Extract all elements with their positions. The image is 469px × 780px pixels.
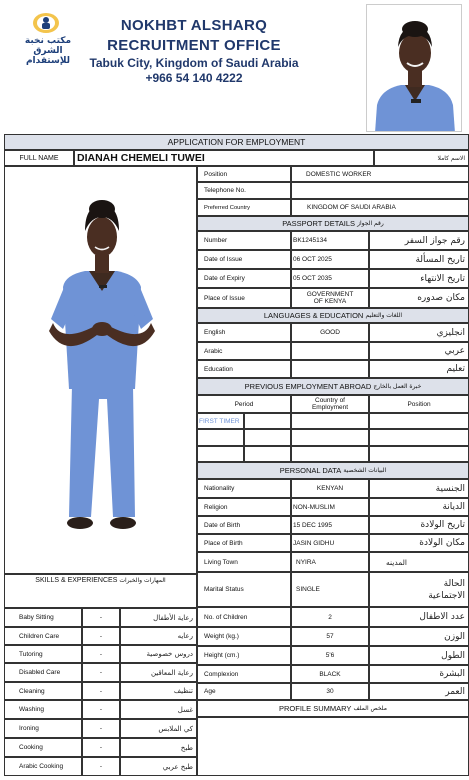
living-town-label: Living Town	[197, 552, 291, 572]
skill-children-care-label: Children Care	[4, 627, 82, 645]
children-label: No. of Children	[197, 607, 291, 627]
skill-arabic-cooking-label: Arabic Cooking	[4, 757, 82, 776]
weight-value: 57	[291, 627, 369, 646]
form-title: APPLICATION FOR EMPLOYMENT	[4, 134, 469, 150]
office-logo	[10, 12, 86, 66]
skill-tutoring-label: Tutoring	[4, 645, 82, 663]
age-value: 30	[291, 683, 369, 700]
employment-cell	[244, 413, 291, 429]
marital-status-value: SINGLE	[291, 572, 369, 607]
period-column-header: Period	[197, 395, 291, 413]
skill-ironing-value: -	[82, 719, 120, 738]
height-label: Height (cm.)	[197, 646, 291, 665]
nationality-value: KENYAN	[291, 479, 369, 498]
skill-tutoring-value: -	[82, 645, 120, 663]
skill-cooking-arabic: طبخ	[120, 738, 197, 757]
skill-disabled-care-value: -	[82, 663, 120, 682]
height-arabic: الطول	[369, 646, 469, 665]
employment-cell	[244, 429, 291, 446]
applicant-full-body-photo	[4, 166, 197, 574]
dob-value: 15 DEC 1995	[291, 516, 369, 534]
dob-arabic: تاريخ الولادة	[369, 516, 469, 534]
place-of-birth-value: JASIN GIDHU	[291, 534, 369, 552]
arabic-arabic: عربي	[369, 342, 469, 360]
preferred-country-label: Preferred Country	[197, 199, 291, 216]
passport-number-arabic: رقم جواز السفر	[369, 231, 469, 250]
office-name: NOKHBT ALSHARQ	[120, 17, 268, 34]
dob-label: Date of Birth	[197, 516, 291, 534]
skill-ironing-label: Ironing	[4, 719, 82, 738]
age-label: Age	[197, 683, 291, 700]
place-of-birth-arabic: مكان الولادة	[369, 534, 469, 552]
passport-section-title: PASSPORT DETAILS رقم الجواز	[197, 216, 469, 231]
languages-section-title: LANGUAGES & EDUCATION اللغات والتعليم	[197, 308, 469, 323]
marital-status-label: Marital Status	[197, 572, 291, 607]
employment-cell	[197, 429, 244, 446]
telephone-label: Telephone No.	[197, 182, 291, 199]
employment-cell	[369, 429, 469, 446]
skill-children-care-arabic: رعايه	[120, 627, 197, 645]
children-arabic: عدد الاطفال	[369, 607, 469, 627]
place-of-issue-arabic: مكان صدوره	[369, 288, 469, 308]
weight-arabic: الوزن	[369, 627, 469, 646]
religion-label: Religion	[197, 498, 291, 516]
skill-cleaning-label: Cleaning	[4, 682, 82, 700]
religion-arabic: الديانة	[369, 498, 469, 516]
place-of-issue-label: Place of Issue	[197, 288, 291, 308]
expiry-date-arabic: تاريخ الانتهاء	[369, 269, 469, 288]
children-value: 2	[291, 607, 369, 627]
complexion-label: Complexion	[197, 665, 291, 683]
living-town-value: NYIRA	[291, 552, 369, 572]
skill-children-care-value: -	[82, 627, 120, 645]
english-arabic: انجليزي	[369, 323, 469, 342]
skill-disabled-care-arabic: رعاية المعاقين	[120, 663, 197, 682]
issue-date-value: 06 OCT 2025	[291, 250, 369, 269]
passport-number-value: BK1245134	[291, 231, 369, 250]
logo-emblem-icon	[32, 12, 60, 34]
employment-cell	[291, 446, 369, 462]
telephone-value	[291, 182, 469, 199]
first-timer-note: FIRST TIMER	[197, 413, 244, 429]
living-town-arabic: المدينه	[369, 552, 469, 572]
passport-number-label: Number	[197, 231, 291, 250]
education-label: Education	[197, 360, 291, 378]
office-location: Tabuk City, Kingdom of Saudi Arabia	[89, 56, 299, 70]
english-value: GOOD	[291, 323, 369, 342]
applicant-portrait-photo	[366, 4, 462, 132]
skill-cooking-label: Cooking	[4, 738, 82, 757]
height-value: 5'6	[291, 646, 369, 665]
logo-text: مكتب نخبة الشرق للإستقدام	[24, 36, 72, 66]
employment-cell	[291, 429, 369, 446]
english-label: English	[197, 323, 291, 342]
country-column-header: Country of Employment	[291, 395, 369, 413]
employment-cell	[369, 446, 469, 462]
skill-baby-sitting-label: Baby Sitting	[4, 608, 82, 627]
employment-cell	[244, 446, 291, 462]
expiry-date-label: Date of Expiry	[197, 269, 291, 288]
employment-section-title: PREVIOUS EMPLOYMENT ABROAD خبرة العمل بالخارج	[197, 378, 469, 395]
employment-cell	[291, 413, 369, 429]
marital-status-arabic: الحالة الاجتماعية	[369, 572, 469, 607]
position-label: Position	[197, 166, 291, 182]
position-column-header: Position	[369, 395, 469, 413]
complexion-value: BLACK	[291, 665, 369, 683]
arabic-label: Arabic	[197, 342, 291, 360]
issue-date-label: Date of Issue	[197, 250, 291, 269]
skill-cleaning-value: -	[82, 682, 120, 700]
office-type: RECRUITMENT OFFICE	[107, 37, 281, 54]
skill-arabic-cooking-value: -	[82, 757, 120, 776]
full-name-value: DIANAH CHEMELI TUWEI	[74, 150, 374, 166]
nationality-arabic: الجنسية	[369, 479, 469, 498]
position-value: DOMESTIC WORKER	[291, 166, 469, 182]
full-name-label: FULL NAME	[4, 150, 74, 166]
skill-baby-sitting-value: -	[82, 608, 120, 627]
education-arabic: تعليم	[369, 360, 469, 378]
employment-cell	[369, 413, 469, 429]
arabic-value	[291, 342, 369, 360]
skill-cleaning-arabic: تنظيف	[120, 682, 197, 700]
education-value	[291, 360, 369, 378]
weight-label: Weight (kg.)	[197, 627, 291, 646]
full-name-arabic: الاسم كاملا	[374, 150, 469, 166]
nationality-label: Nationality	[197, 479, 291, 498]
skill-washing-label: Washing	[4, 700, 82, 719]
skill-arabic-cooking-arabic: طبخ عربي	[120, 757, 197, 776]
preferred-country-value: KINGDOM OF SAUDI ARABIA	[291, 199, 469, 216]
employment-cell	[197, 446, 244, 462]
religion-value: NON-MUSLIM	[291, 498, 369, 516]
office-info	[84, 16, 304, 86]
place-of-birth-label: Place of Birth	[197, 534, 291, 552]
skill-baby-sitting-arabic: رعاية الأطفال	[120, 608, 197, 627]
personal-section-title: PERSONAL DATA البيانات الشخصية	[197, 462, 469, 479]
skill-disabled-care-label: Disabled Care	[4, 663, 82, 682]
place-of-issue-value: GOVERNMENT OF KENYA	[291, 288, 369, 308]
skills-section-title: SKILLS & EXPERIENCES المهارات والخبرات	[4, 574, 197, 608]
issue-date-arabic: تاريخ المسألة	[369, 250, 469, 269]
office-phone: +966 54 140 4222	[145, 71, 243, 85]
skill-washing-value: -	[82, 700, 120, 719]
age-arabic: العمر	[369, 683, 469, 700]
profile-summary-title: PROFILE SUMMARY ملخص الملف	[197, 700, 469, 717]
skill-ironing-arabic: كي الملابس	[120, 719, 197, 738]
profile-summary-body	[197, 717, 469, 776]
expiry-date-value: 05 OCT 2035	[291, 269, 369, 288]
skill-washing-arabic: غسل	[120, 700, 197, 719]
document-header	[4, 4, 465, 134]
skill-cooking-value: -	[82, 738, 120, 757]
skill-tutoring-arabic: دروس خصوصية	[120, 645, 197, 663]
complexion-arabic: البشرة	[369, 665, 469, 683]
